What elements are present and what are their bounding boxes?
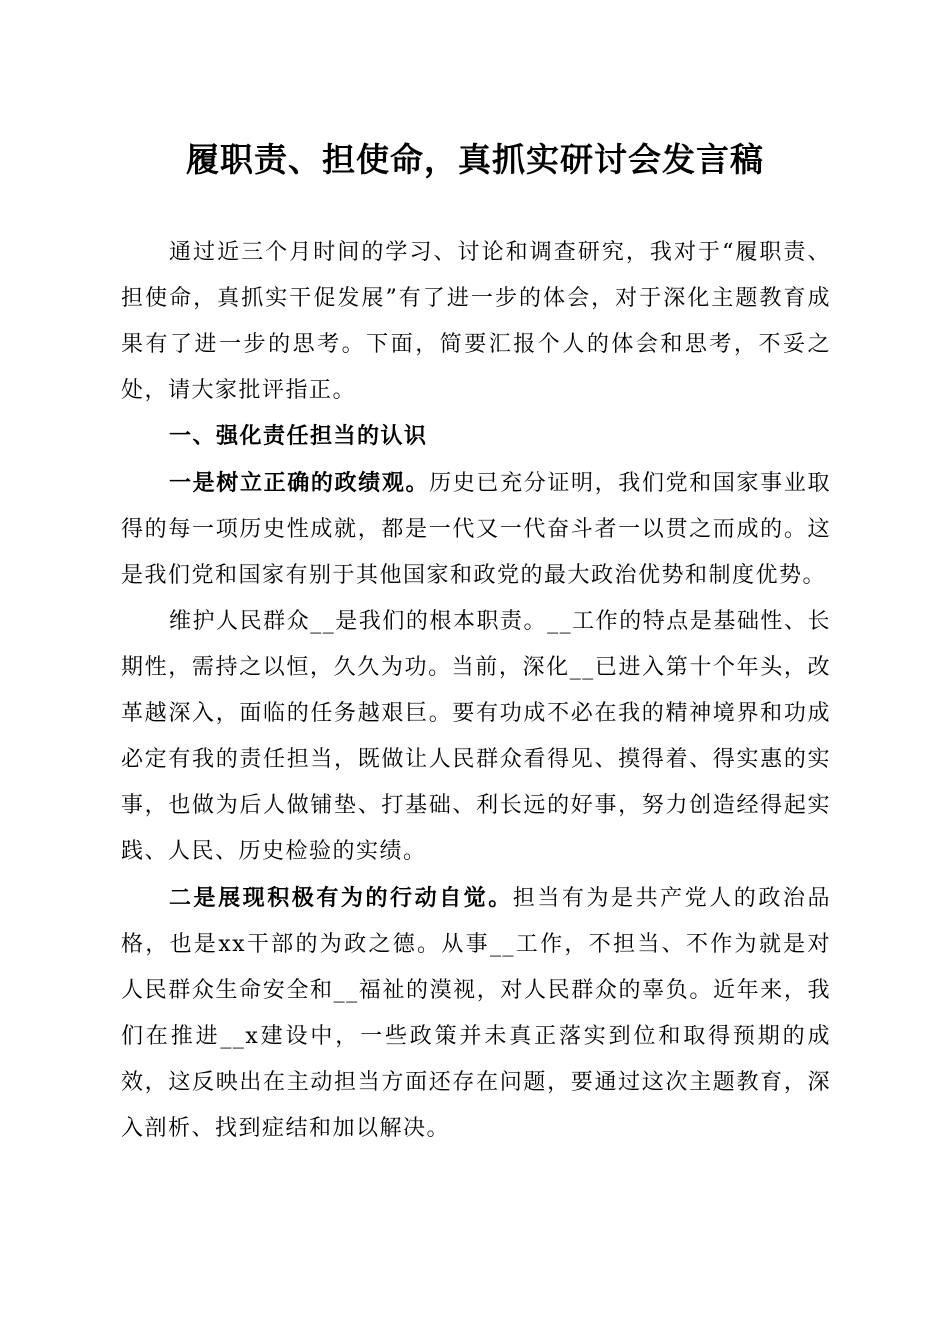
body-paragraph-3 bbox=[121, 875, 831, 1152]
paragraph-text: 担当有为是共产党人的政治品格，也是xx干部的为政之德。从事__工作，不担当、不作为就是对人民群众生命安全和__福祉的漠视，对人民群众的辜负。近年来，我们在推进__x建设中，一些政策并未真正落实到位和取得预期的成效，这反映出在主动担当方面还存在问题，要通过这次主题教育，深入剖析、找到症结和加以解决。 bbox=[121, 886, 831, 1141]
paragraph-text: 历史已充分证明，我们党和国家事业取得的每一项历史性成就，都是一代又一代奋斗者一以贯之而成的。这是我们党和国家有别于其他国家和政党的最大政治优势和制度优势。 bbox=[121, 471, 831, 588]
document-title: 履职责、担使命，真抓实研讨会发言稿 bbox=[186, 140, 764, 179]
intro-paragraph: 通过近三个月时间的学习、讨论和调查研究，我对于“履职责、担使命，真抓实干促发展”有了进一步的体会，对于深化主题教育成果有了进一步的思考。下面，简要汇报个人的体会和思考，不妥之处，请大家批评指正。 bbox=[121, 240, 831, 403]
body-paragraph-2: 维护人民群众__是我们的根本职责。__工作的特点是基础性、长期性，需持之以恒，久久为功。当前，深化__已进入第十个年头，改革越深入，面临的任务越艰巨。要有功成不必在我的精神境界和功成必定有我的责任担当，既做让人民群众看得见、摸得着、得实惠的实事，也做为后人做铺垫、打基础、利长远的好事，努力创造经得起实践、人民、历史检验的实绩。 bbox=[121, 609, 831, 864]
body-paragraph-1 bbox=[121, 460, 831, 599]
document-body bbox=[121, 230, 831, 1152]
section-heading: 一、强化责任担当的认识 bbox=[169, 424, 428, 449]
paragraph-lead: 一是树立正确的政绩观。 bbox=[169, 470, 430, 496]
paragraph-lead: 二是展现积极有为的行动自觉。 bbox=[169, 885, 513, 911]
